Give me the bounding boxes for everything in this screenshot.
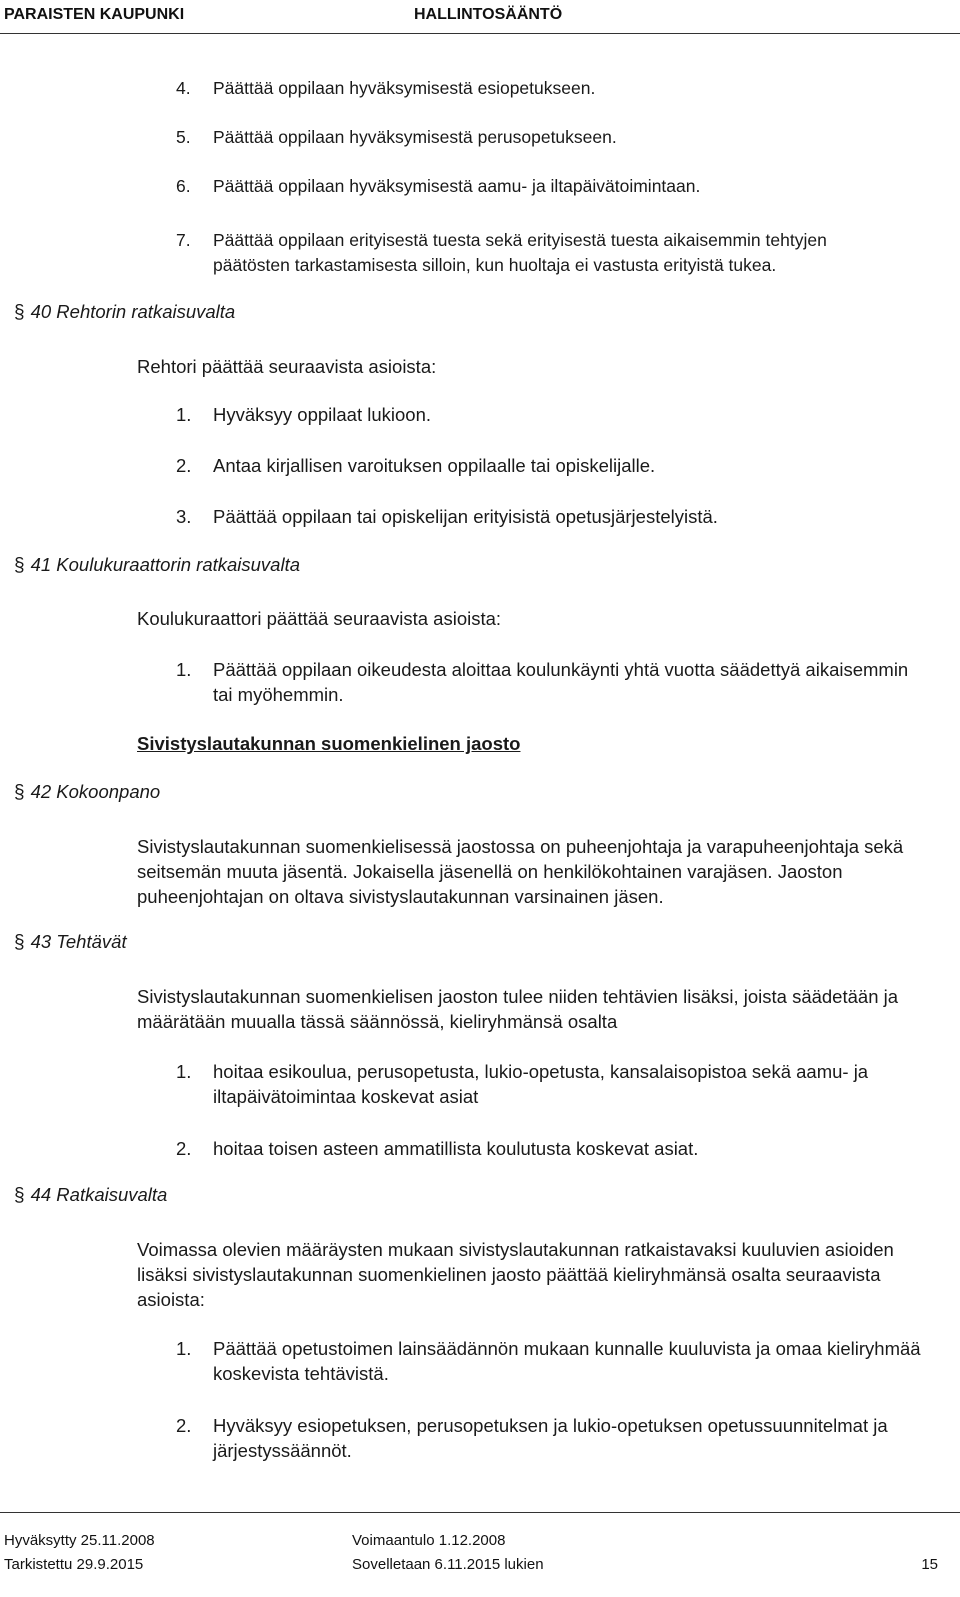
list-item-number: 1.: [176, 1338, 192, 1359]
list-item-text: Hyväksyy esiopetuksen, perusopetuksen ja lukio-opetuksen opetussuunnitelmat ja: [213, 1415, 888, 1436]
list-item-text: Päättää oppilaan hyväksymisestä perusopetukseen.: [213, 127, 617, 147]
header-divider: [0, 33, 960, 34]
section-sign-icon: §: [14, 1185, 25, 1206]
list-item-number: 1.: [176, 404, 192, 425]
section-title: 41 Koulukuraattorin ratkaisuvalta: [30, 554, 301, 575]
page-number: 15: [921, 1556, 938, 1573]
footer-revised: Tarkistettu 29.9.2015: [4, 1556, 144, 1573]
section-40-intro: Rehtori päättää seuraavista asioista:: [137, 356, 437, 377]
list-item-text-continued: järjestyssäännöt.: [213, 1440, 352, 1461]
section-41-intro: Koulukuraattori päättää seuraavista asioista:: [137, 608, 502, 629]
section-44-heading: [14, 1184, 167, 1207]
list-item-text-continued: tai myöhemmin.: [213, 684, 344, 705]
list-item-text: Päättää oppilaan hyväksymisestä esiopetukseen.: [213, 78, 596, 98]
footer-approved: Hyväksytty 25.11.2008: [4, 1532, 155, 1549]
list-item-text: hoitaa toisen asteen ammatillista koulutusta koskevat asiat.: [213, 1138, 699, 1159]
list-item-text: Päättää oppilaan oikeudesta aloittaa koulunkäynti yhtä vuotta säädettyä aikaisemmin: [213, 659, 909, 680]
section-40-heading: [14, 301, 235, 324]
section-title: 43 Tehtävät: [30, 931, 127, 952]
list-item-number: 5.: [176, 127, 191, 147]
list-item-text: Päättää opetustoimen lainsäädännön mukaan kunnalle kuuluvista ja omaa kieliryhmää: [213, 1338, 921, 1359]
list-item-text: Päättää oppilaan tai opiskelijan erityisistä opetusjärjestelyistä.: [213, 506, 718, 527]
footer-applied: Sovelletaan 6.11.2015 lukien: [352, 1556, 544, 1573]
list-item-number: 1.: [176, 1061, 192, 1082]
section-title: 42 Kokoonpano: [30, 781, 161, 802]
list-item-text: hoitaa esikoulua, perusopetusta, lukio-opetusta, kansalaisopistoa sekä aamu- ja: [213, 1061, 869, 1082]
list-item-text: Päättää oppilaan hyväksymisestä aamu- ja iltapäivätoimintaan.: [213, 176, 701, 196]
section-title: 44 Ratkaisuvalta: [30, 1184, 168, 1205]
section-42-heading: [14, 781, 160, 804]
paragraph-line: seitsemän muuta jäsentä. Jokaisella jäsenellä on henkilökohtainen varajäsen. Jaoston: [137, 861, 843, 882]
paragraph-line: määrätään muualla tässä säännössä, kieliryhmänsä osalta: [137, 1011, 618, 1032]
list-item-number: 2.: [176, 1415, 192, 1436]
footer-effective: Voimaantulo 1.12.2008: [352, 1532, 506, 1549]
list-item-text-continued: iltapäivätoimintaa koskevat asiat: [213, 1086, 479, 1107]
header-document-title: HALLINTOSÄÄNTÖ: [414, 6, 563, 23]
section-sign-icon: §: [14, 932, 25, 953]
list-item-text: Hyväksyy oppilaat lukioon.: [213, 404, 431, 425]
list-item-text-continued: päätösten tarkastamisesta silloin, kun huoltaja ei vastusta erityistä tukea.: [213, 255, 777, 275]
section-41-heading: [14, 554, 300, 577]
paragraph-line: Sivistyslautakunnan suomenkielisen jaoston tulee niiden tehtävien lisäksi, joista säädetään ja: [137, 986, 899, 1007]
list-item-number: 6.: [176, 176, 191, 196]
list-item-text-continued: koskevista tehtävistä.: [213, 1363, 389, 1384]
jaosto-subheading: Sivistyslautakunnan suomenkielinen jaosto: [137, 733, 521, 754]
list-item-number: 3.: [176, 506, 192, 527]
paragraph-line: puheenjohtajan on oltava sivistyslautakunnan varsinainen jäsen.: [137, 886, 664, 907]
header-organization: PARAISTEN KAUPUNKI: [4, 6, 185, 23]
paragraph-line: asioista:: [137, 1289, 205, 1310]
list-item-number: 1.: [176, 659, 192, 680]
section-title: 40 Rehtorin ratkaisuvalta: [30, 301, 236, 322]
list-item-number: 4.: [176, 78, 191, 98]
list-item-number: 2.: [176, 1138, 192, 1159]
footer-divider: [0, 1512, 960, 1513]
section-43-heading: [14, 931, 127, 954]
section-sign-icon: §: [14, 555, 25, 576]
section-sign-icon: §: [14, 302, 25, 323]
list-item-number: 2.: [176, 455, 192, 476]
section-sign-icon: §: [14, 782, 25, 803]
paragraph-line: lisäksi sivistyslautakunnan suomenkielinen jaosto päättää kieliryhmänsä osalta seuraavista: [137, 1264, 881, 1285]
list-item-number: 7.: [176, 230, 191, 250]
list-item-text: Antaa kirjallisen varoituksen oppilaalle tai opiskelijalle.: [213, 455, 656, 476]
paragraph-line: Sivistyslautakunnan suomenkielisessä jaostossa on puheenjohtaja ja varapuheenjohtaja sekä: [137, 836, 904, 857]
paragraph-line: Voimassa olevien määräysten mukaan sivistyslautakunnan ratkaistavaksi kuuluvien asioiden: [137, 1239, 894, 1260]
list-item-text: Päättää oppilaan erityisestä tuesta sekä erityisestä tuesta aikaisemmin tehtyjen: [213, 230, 827, 250]
